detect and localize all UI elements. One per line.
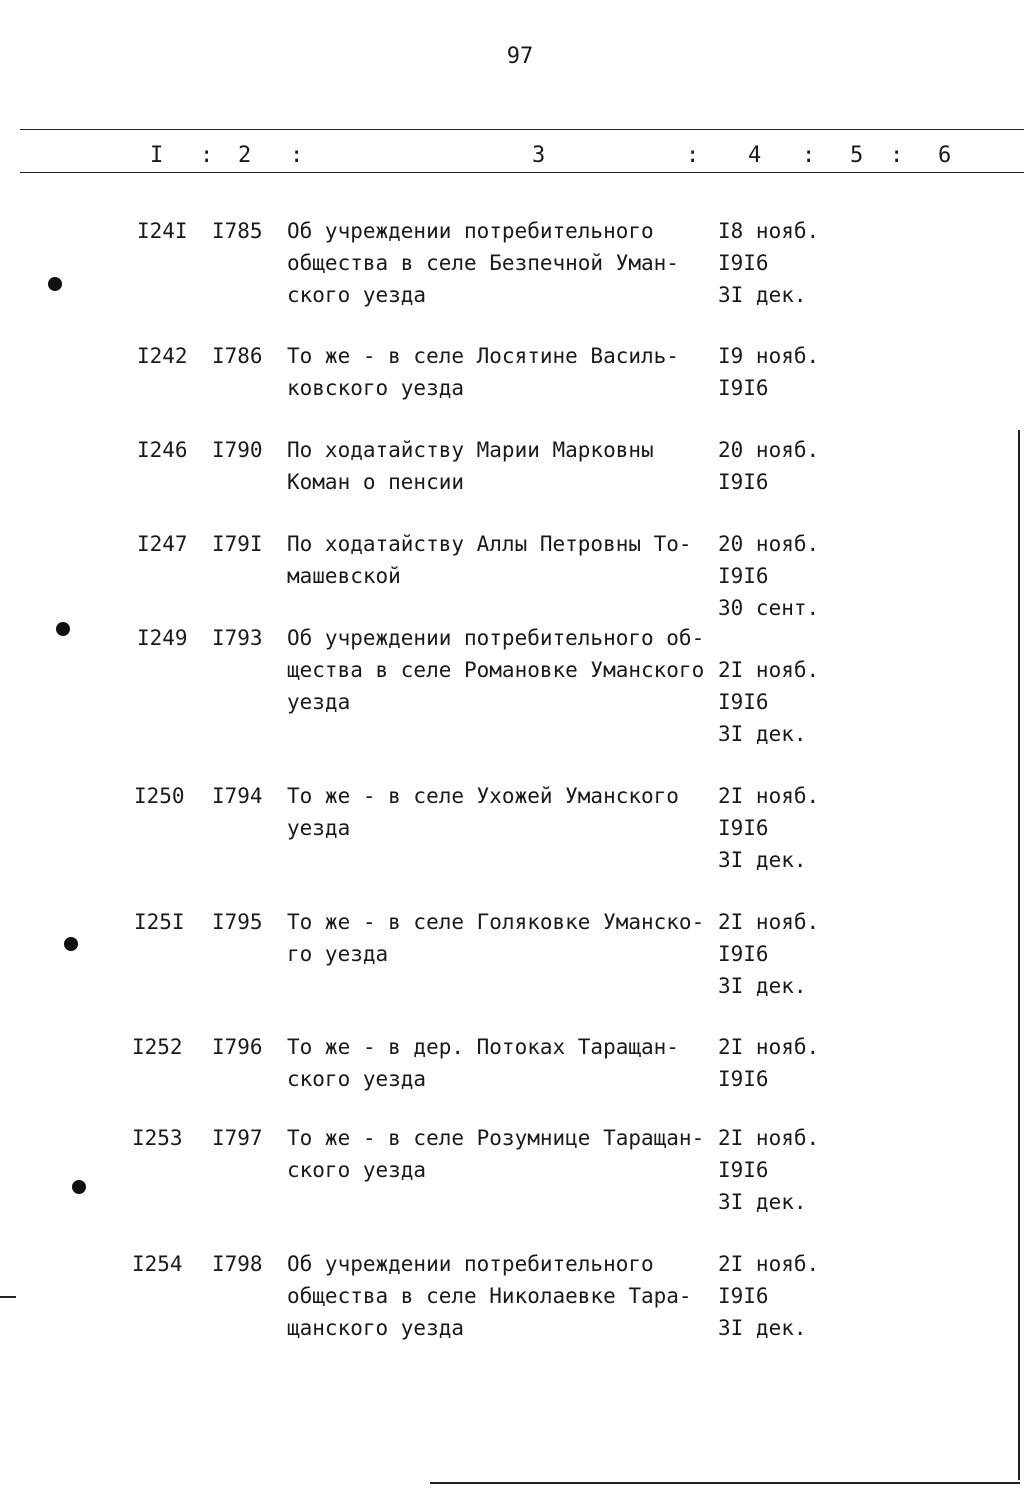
- entry-dates-line: 3I дек.: [718, 1190, 807, 1214]
- entry-dates-line: I9I6: [718, 690, 769, 714]
- entry-title-line: щанского уезда: [287, 1316, 465, 1340]
- entry-title-line: уезда: [287, 816, 351, 840]
- entry-dates: [718, 340, 819, 404]
- entry-number: I252: [132, 1035, 183, 1059]
- column-header-4: 4: [748, 143, 762, 168]
- entry-title: [287, 340, 679, 404]
- punch-hole-mark: [72, 1180, 86, 1194]
- entry-dates-line: 30 сент.: [718, 596, 820, 620]
- entry-title: [287, 906, 704, 970]
- entry-dates-line: 3I дек.: [718, 848, 807, 872]
- entry-title: [287, 1122, 704, 1186]
- entry-title: [287, 780, 679, 844]
- entry-dates-line: 2I нояб.: [718, 658, 820, 682]
- entry-title: [287, 622, 704, 718]
- file-number: I785: [212, 219, 263, 243]
- file-number: I795: [212, 910, 263, 934]
- column-header-3: 3: [532, 143, 546, 168]
- entry-title-line: То же - в селе Ухожей Уманского: [287, 784, 679, 808]
- entry-dates: [718, 528, 819, 624]
- entry-number: I25I: [134, 910, 185, 934]
- entry-title-line: общества в селе Николаевке Тара-: [287, 1284, 692, 1308]
- entry-title-line: ковского уезда: [287, 376, 465, 400]
- entry-dates-line: 2I нояб.: [718, 1252, 820, 1276]
- entry-title-line: машевской: [287, 564, 401, 588]
- entry-dates: [718, 622, 819, 750]
- entry-title-line: ского уезда: [287, 283, 427, 307]
- punch-hole-mark: [48, 277, 62, 291]
- entry-number: I242: [137, 344, 188, 368]
- entry-dates-line: 3I дек.: [718, 283, 807, 307]
- entry-dates-line: I9I6: [718, 564, 769, 588]
- entry-title-line: общества в селе Безпечной Уман-: [287, 251, 679, 275]
- column-separator: :: [200, 143, 214, 168]
- entry-dates: [718, 906, 819, 1002]
- column-separator: :: [802, 143, 816, 168]
- page-edge-line: [430, 1482, 1020, 1484]
- file-number: I796: [212, 1035, 263, 1059]
- entry-title-line: го уезда: [287, 942, 389, 966]
- entry-title: [287, 528, 692, 592]
- column-header-1: I: [150, 143, 164, 168]
- entry-dates-line: 2I нояб.: [718, 910, 820, 934]
- column-separator: :: [290, 143, 304, 168]
- entry-title: [287, 215, 679, 311]
- entry-dates-line: I9I6: [718, 816, 769, 840]
- punch-hole-mark: [64, 937, 78, 951]
- column-separator: :: [890, 143, 904, 168]
- entry-title-line: Об учреждении потребительного: [287, 219, 654, 243]
- entry-dates-line: 3I дек.: [718, 974, 807, 998]
- entry-number: I246: [137, 438, 188, 462]
- entry-title-line: щества в селе Романовке Уманского: [287, 658, 705, 682]
- entry-title-line: По ходатайству Марии Марковны: [287, 438, 654, 462]
- entry-dates-line: I9I6: [718, 1284, 769, 1308]
- entry-title-line: То же - в селе Голяковке Уманско-: [287, 910, 705, 934]
- entry-dates-line: I9I6: [718, 942, 769, 966]
- entry-dates-line: 20 нояб.: [718, 438, 820, 462]
- entry-dates: [718, 780, 819, 876]
- entry-title-line: Об учреждении потребительного об-: [287, 626, 705, 650]
- entry-title-line: ского уезда: [287, 1158, 427, 1182]
- entry-dates-line: 2I нояб.: [718, 1035, 820, 1059]
- page-edge-line: [0, 1296, 16, 1298]
- entry-dates-line: 3I дек.: [718, 722, 807, 746]
- file-number: I79I: [212, 532, 263, 556]
- entry-dates-line: I9I6: [718, 376, 769, 400]
- entry-dates: [718, 215, 819, 311]
- entry-title: [287, 434, 654, 498]
- entry-dates-line: 2I нояб.: [718, 784, 820, 808]
- column-header-2: 2: [238, 143, 252, 168]
- entry-title-line: Об учреждении потребительного: [287, 1252, 654, 1276]
- entry-dates-line: 20 нояб.: [718, 532, 820, 556]
- file-number: I794: [212, 784, 263, 808]
- entry-dates: [718, 1031, 819, 1095]
- entry-number: I247: [137, 532, 188, 556]
- entry-title-line: По ходатайству Аллы Петровны То-: [287, 532, 692, 556]
- entry-dates-line: I9I6: [718, 1067, 769, 1091]
- entry-title-line: То же - в селе Лосятине Василь-: [287, 344, 679, 368]
- entry-dates-line: 2I нояб.: [718, 1126, 820, 1150]
- entry-dates-line: I9I6: [718, 1158, 769, 1182]
- entry-dates-line: 3I дек.: [718, 1316, 807, 1340]
- entry-number: I250: [134, 784, 185, 808]
- entry-dates-line: [718, 622, 819, 654]
- page-number: 97: [506, 44, 534, 69]
- file-number: I786: [212, 344, 263, 368]
- file-number: I798: [212, 1252, 263, 1276]
- entry-dates-line: I8 нояб.: [718, 219, 820, 243]
- entry-title-line: уезда: [287, 690, 351, 714]
- entry-number: I254: [132, 1252, 183, 1276]
- file-number: I793: [212, 626, 263, 650]
- entry-number: I24I: [137, 219, 188, 243]
- entry-number: I249: [137, 626, 188, 650]
- entry-title: [287, 1031, 679, 1095]
- column-header-6: 6: [938, 143, 952, 168]
- entry-dates: [718, 1248, 819, 1344]
- entry-dates: [718, 1122, 819, 1218]
- entry-title-line: То же - в селе Розумнице Таращан-: [287, 1126, 705, 1150]
- entry-dates-line: I9 нояб.: [718, 344, 820, 368]
- header-top-rule: [20, 129, 1024, 130]
- entry-title: [287, 1248, 692, 1344]
- punch-hole-mark: [56, 622, 70, 636]
- entry-title-line: ского уезда: [287, 1067, 427, 1091]
- column-header-5: 5: [850, 143, 864, 168]
- column-separator: :: [686, 143, 700, 168]
- entry-dates-line: I9I6: [718, 470, 769, 494]
- entry-number: I253: [132, 1126, 183, 1150]
- file-number: I797: [212, 1126, 263, 1150]
- entry-dates-line: I9I6: [718, 251, 769, 275]
- entry-dates: [718, 434, 819, 498]
- entry-title-line: То же - в дер. Потоках Таращан-: [287, 1035, 679, 1059]
- page-edge-line: [1018, 430, 1020, 1480]
- entry-title-line: Коман о пенсии: [287, 470, 465, 494]
- header-bottom-rule: [20, 172, 1024, 173]
- file-number: I790: [212, 438, 263, 462]
